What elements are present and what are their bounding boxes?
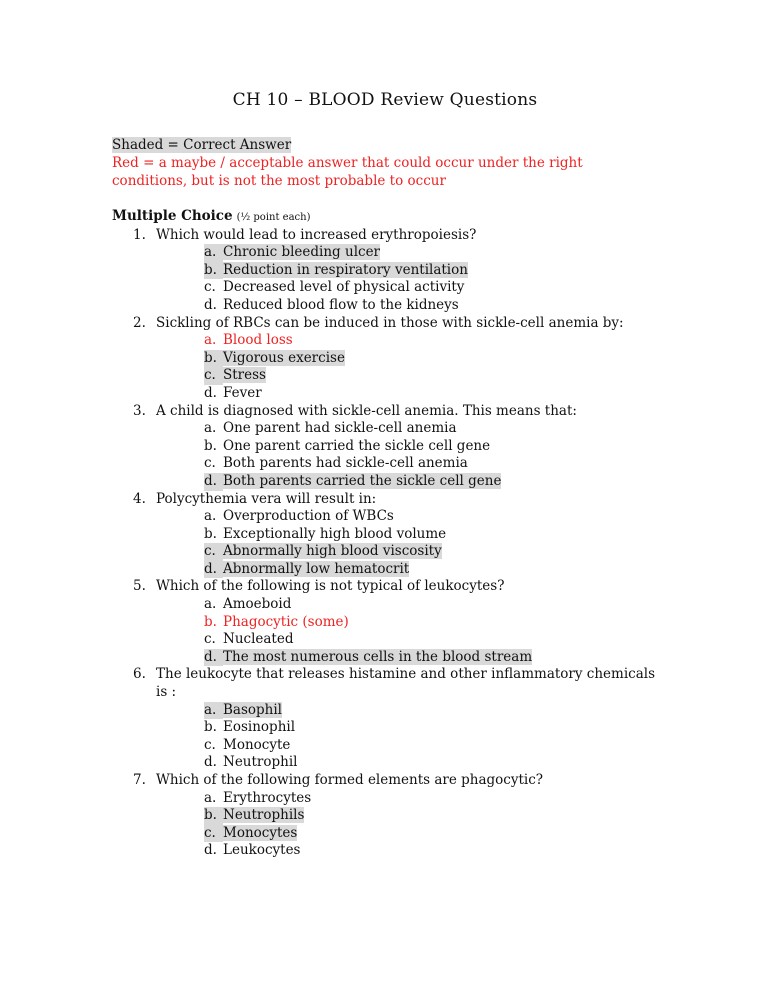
question-text: Which of the following formed elements are phagocytic?	[156, 772, 544, 788]
option-text: Vigorous exercise	[223, 349, 345, 366]
option-letter: b.	[204, 719, 217, 736]
answer-option	[204, 807, 658, 825]
option-letter: b.	[204, 437, 217, 454]
answer-option	[204, 719, 658, 737]
option-list	[156, 420, 658, 490]
option-text: Reduced blood flow to the kidneys	[223, 296, 459, 313]
option-letter: d.	[204, 754, 217, 771]
answer-option	[204, 244, 658, 262]
option-letter: d.	[204, 384, 217, 401]
question-number: 6.	[133, 666, 146, 683]
question-4	[133, 490, 658, 579]
option-text: Amoeboid	[223, 596, 292, 613]
option-letter: b.	[204, 807, 223, 825]
option-letter: d.	[204, 473, 223, 491]
answer-option	[204, 790, 658, 808]
answer-option	[204, 385, 658, 403]
option-text: Decreased level of physical activity	[223, 279, 465, 296]
option-text: Reduction in respiratory ventilation	[223, 261, 468, 278]
option-text: Monocyte	[223, 736, 291, 753]
question-text: The leukocyte that releases histamine and other inflammatory chemicals is :	[156, 666, 656, 701]
answer-option	[204, 420, 658, 438]
option-list	[156, 244, 658, 314]
option-letter: c.	[204, 279, 216, 296]
answer-option	[204, 367, 658, 385]
section-heading	[112, 208, 658, 227]
option-text: Erythrocytes	[223, 789, 312, 806]
question-number: 3.	[133, 402, 146, 419]
option-text: Fever	[223, 384, 262, 401]
option-letter: a.	[204, 702, 223, 720]
option-text: Nucleated	[223, 631, 294, 648]
option-letter: c.	[204, 825, 223, 843]
option-letter: b.	[204, 525, 217, 542]
option-letter: d.	[204, 649, 223, 667]
option-text: Eosinophil	[223, 719, 296, 736]
option-text: Chronic bleeding ulcer	[223, 244, 381, 261]
option-text: Stress	[223, 367, 266, 384]
option-text: Monocytes	[223, 824, 298, 841]
option-list	[156, 790, 658, 860]
legend-shaded: Shaded = Correct Answer	[112, 137, 292, 153]
question-1	[133, 226, 658, 315]
page-title: CH 10 – BLOOD Review Questions	[232, 90, 538, 110]
question-number: 4.	[133, 490, 146, 507]
option-list	[156, 332, 658, 402]
question-number: 2.	[133, 314, 146, 331]
answer-option	[204, 455, 658, 473]
question-2	[133, 314, 658, 403]
option-letter: a.	[204, 332, 217, 349]
option-letter: c.	[204, 543, 223, 561]
option-letter: a.	[204, 244, 223, 262]
option-list	[156, 702, 658, 772]
question-7	[133, 772, 658, 860]
multiple-choice-section	[112, 208, 658, 860]
answer-option	[204, 438, 658, 456]
option-text: Neutrophils	[223, 807, 305, 824]
answer-option	[204, 842, 658, 860]
option-letter: b.	[204, 262, 223, 280]
answer-option	[204, 297, 658, 315]
section-points: (½ point each)	[236, 212, 311, 223]
section-title: Multiple Choice	[112, 208, 233, 224]
question-6	[133, 666, 658, 772]
answer-option	[204, 473, 658, 491]
option-letter: d.	[204, 561, 223, 579]
question-number: 1.	[133, 226, 146, 243]
legend-red: Red = a maybe / acceptable answer that could occur under the right conditions, but is not the most probable to occur	[112, 155, 583, 189]
option-text: Both parents carried the sickle cell gene	[223, 472, 502, 489]
option-text: One parent carried the sickle cell gene	[223, 437, 491, 454]
legend	[112, 136, 658, 190]
option-text: Basophil	[223, 701, 282, 718]
answer-option	[204, 508, 658, 526]
question-text: Which of the following is not typical of leukocytes?	[156, 578, 505, 595]
answer-option	[204, 754, 658, 772]
option-letter: d.	[204, 842, 217, 859]
answer-option	[204, 737, 658, 755]
option-letter: a.	[204, 596, 217, 613]
option-letter: b.	[204, 613, 217, 630]
option-text: Abnormally high blood viscosity	[223, 543, 442, 560]
option-text: Exceptionally high blood volume	[223, 525, 447, 542]
answer-option	[204, 649, 658, 667]
option-letter: a.	[204, 789, 217, 806]
option-text: Phagocytic (some)	[223, 613, 349, 630]
option-letter: b.	[204, 350, 223, 368]
answer-option	[204, 702, 658, 720]
option-letter: c.	[204, 455, 216, 472]
answer-option	[204, 350, 658, 368]
answer-option	[204, 262, 658, 280]
option-letter: a.	[204, 508, 217, 525]
answer-option	[204, 543, 658, 561]
question-text: Polycythemia vera will result in:	[156, 490, 377, 507]
option-text: Neutrophil	[223, 754, 298, 771]
option-letter: a.	[204, 420, 217, 437]
option-list	[156, 508, 658, 578]
question-text: A child is diagnosed with sickle-cell anemia. This means that:	[156, 402, 577, 419]
option-letter: c.	[204, 736, 216, 753]
answer-option	[204, 631, 658, 649]
answer-option	[204, 526, 658, 544]
answer-option	[204, 279, 658, 297]
option-letter: c.	[204, 631, 216, 648]
question-text: Which would lead to increased erythropoiesis?	[156, 226, 477, 243]
answer-option	[204, 825, 658, 843]
question-5	[133, 578, 658, 666]
question-3	[133, 402, 658, 491]
answer-option	[204, 614, 658, 632]
option-text: Leukocytes	[223, 842, 301, 859]
option-text: Overproduction of WBCs	[223, 508, 394, 525]
option-text: The most numerous cells in the blood stream	[223, 648, 533, 665]
question-number: 7.	[133, 772, 146, 788]
option-letter: d.	[204, 296, 217, 313]
question-number: 5.	[133, 578, 146, 595]
option-letter: c.	[204, 367, 223, 385]
option-text: Both parents had sickle-cell anemia	[223, 455, 468, 472]
answer-option	[204, 596, 658, 614]
question-list	[112, 227, 658, 860]
question-text: Sickling of RBCs can be induced in those with sickle-cell anemia by:	[156, 314, 624, 331]
option-list	[156, 596, 658, 666]
answer-option	[204, 561, 658, 579]
option-text: One parent had sickle-cell anemia	[223, 420, 457, 437]
option-text: Blood loss	[223, 332, 293, 349]
option-text: Abnormally low hematocrit	[223, 560, 410, 577]
answer-option	[204, 332, 658, 350]
